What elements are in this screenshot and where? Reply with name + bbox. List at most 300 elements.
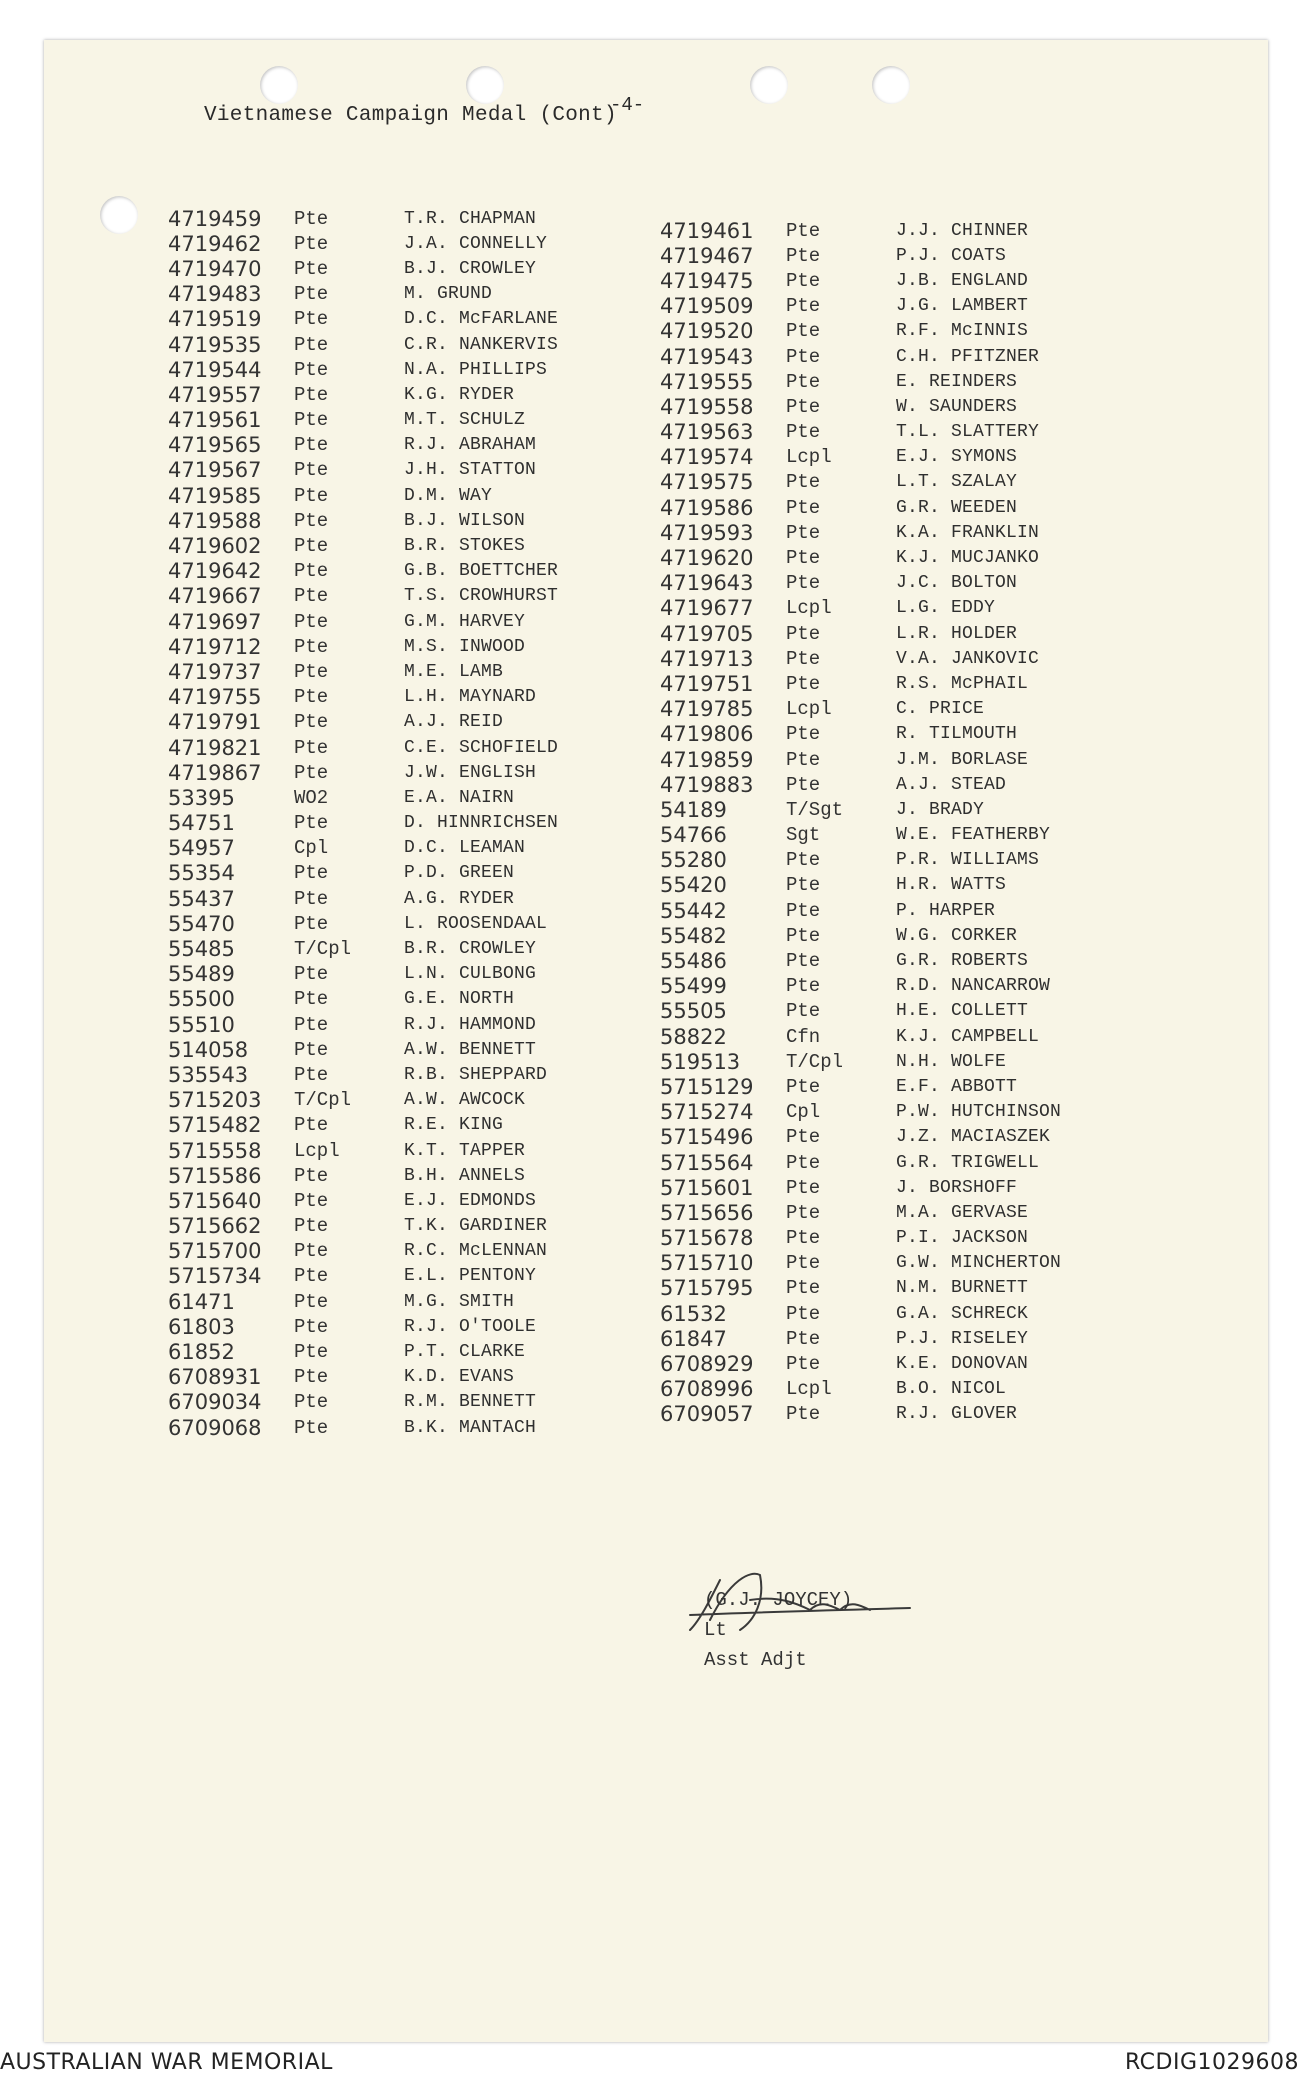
rank: Lcpl (786, 446, 832, 469)
member-name: G.A. SCHRECK (896, 1303, 1029, 1324)
footer-archive: AUSTRALIAN WAR MEMORIAL (0, 2050, 333, 2075)
roll-row (660, 1100, 1280, 1125)
service-number: 4719586 (660, 495, 754, 520)
member-name: R.S. McPHAIL (896, 673, 1029, 694)
rank: Pte (294, 232, 329, 255)
service-number: 53395 (168, 785, 235, 810)
member-name: N.H. WOLFE (896, 1051, 1007, 1072)
roll-row (660, 722, 1280, 747)
roll-row (660, 1150, 1280, 1175)
service-number: 4719467 (660, 243, 754, 268)
member-name: G.M. HARVEY (404, 611, 526, 632)
punch-hole (750, 66, 788, 104)
member-name: B.K. MANTACH (404, 1417, 537, 1438)
rank: Pte (786, 471, 821, 494)
rank: Pte (786, 295, 821, 318)
service-number: 4719544 (168, 357, 262, 382)
service-number: 4719667 (168, 584, 262, 609)
rank: Pte (786, 1353, 821, 1376)
rank: Pte (294, 1013, 329, 1036)
service-number: 4719557 (168, 382, 262, 407)
member-name: P.T. CLARKE (404, 1342, 526, 1363)
member-name: A.W. BENNETT (404, 1039, 537, 1060)
punch-hole (466, 66, 504, 104)
member-name: R. TILMOUTH (896, 724, 1018, 745)
member-name: J.C. BOLTON (896, 573, 1018, 594)
rank: Pte (294, 333, 329, 356)
rank: Pte (294, 1366, 329, 1389)
rank: Pte (294, 1265, 329, 1288)
service-number: 61803 (168, 1314, 235, 1339)
rank: Pte (786, 1302, 821, 1325)
rank: Pte (294, 1391, 329, 1414)
member-name: L.T. SZALAY (896, 472, 1018, 493)
member-name: L.N. CULBONG (404, 964, 537, 985)
service-number: 55280 (660, 848, 727, 873)
service-number: 6708996 (660, 1377, 754, 1402)
member-name: T.R. CHAPMAN (404, 208, 537, 229)
member-name: M.E. LAMB (404, 661, 504, 682)
service-number: 4719677 (660, 596, 754, 621)
roll-row (660, 873, 1280, 898)
service-number: 4719558 (660, 394, 754, 419)
member-name: H.E. COLLETT (896, 1001, 1029, 1022)
service-number: 61852 (168, 1340, 235, 1365)
service-number: 4719574 (660, 445, 754, 470)
rank: Pte (786, 1327, 821, 1350)
member-name: R.B. SHEPPARD (404, 1064, 548, 1085)
rank: Pte (294, 484, 329, 507)
member-name: L.R. HOLDER (896, 623, 1018, 644)
service-number: 5715710 (660, 1251, 754, 1276)
rank: Pte (294, 257, 329, 280)
service-number: 55420 (660, 873, 727, 898)
rank: Pte (294, 283, 329, 306)
service-number: 55499 (660, 974, 727, 999)
service-number: 4719643 (660, 571, 754, 596)
rank: Pte (786, 647, 821, 670)
member-name: E. REINDERS (896, 371, 1018, 392)
service-number: 6708929 (660, 1352, 754, 1377)
service-number: 5715558 (168, 1138, 262, 1163)
service-number: 55510 (168, 1012, 235, 1037)
member-name: B.J. CROWLEY (404, 258, 537, 279)
service-number: 4719565 (168, 433, 262, 458)
rank: Pte (294, 1189, 329, 1212)
rank: Pte (786, 975, 821, 998)
member-name: G.E. NORTH (404, 989, 515, 1010)
rank: Pte (786, 370, 821, 393)
member-name: E.A. NAIRN (404, 787, 515, 808)
member-name: P.J. RISELEY (896, 1328, 1029, 1349)
rank: Pte (786, 572, 821, 595)
roll-row (660, 1276, 1280, 1301)
roll-row (660, 1125, 1280, 1150)
member-name: B.R. CROWLEY (404, 939, 537, 960)
roll-row (660, 898, 1280, 923)
member-name: K.A. FRANKLIN (896, 522, 1040, 543)
member-name: R.C. McLENNAN (404, 1241, 548, 1262)
rank: Pte (294, 509, 329, 532)
right-roll-column (660, 218, 1280, 1427)
service-number: 55482 (660, 923, 727, 948)
rank: Pte (294, 1290, 329, 1313)
member-name: J.M. BORLASE (896, 749, 1029, 770)
roll-row (660, 1074, 1280, 1099)
roll-row (660, 1301, 1280, 1326)
roll-row (660, 495, 1280, 520)
service-number: 54751 (168, 811, 235, 836)
rank: Pte (294, 1164, 329, 1187)
rank: Pte (294, 660, 329, 683)
service-number: 4719712 (168, 634, 262, 659)
document-title: Vietnamese Campaign Medal (Cont) (204, 104, 617, 127)
member-name: R.D. NANCARROW (896, 976, 1051, 997)
member-name: C.H. PFITZNER (896, 346, 1040, 367)
rank: Pte (294, 1341, 329, 1364)
roll-row (660, 697, 1280, 722)
service-number: 4719520 (660, 319, 754, 344)
service-number: 5715496 (660, 1125, 754, 1150)
member-name: J.A. CONNELLY (404, 233, 548, 254)
member-name: K.G. RYDER (404, 384, 515, 405)
service-number: 4719555 (660, 369, 754, 394)
member-name: G.R. ROBERTS (896, 951, 1029, 972)
rank: Pte (294, 812, 329, 835)
service-number: 4719737 (168, 659, 262, 684)
rank: Pte (294, 963, 329, 986)
member-name: A.G. RYDER (404, 888, 515, 909)
member-name: C. PRICE (896, 699, 985, 720)
rank: Lcpl (786, 698, 832, 721)
roll-row (660, 1402, 1280, 1427)
member-name: E.F. ABBOTT (896, 1076, 1018, 1097)
service-number: 55470 (168, 911, 235, 936)
rank: Pte (294, 862, 329, 885)
roll-row (660, 571, 1280, 596)
rank: Pte (786, 269, 821, 292)
roll-row (660, 671, 1280, 696)
member-name: D. HINNRICHSEN (404, 813, 559, 834)
service-number: 4719859 (660, 747, 754, 772)
service-number: 61532 (660, 1301, 727, 1326)
roll-row (660, 420, 1280, 445)
rank: T/Sgt (786, 798, 844, 821)
rank: Pte (294, 535, 329, 558)
rank: Pte (786, 748, 821, 771)
member-name: J.H. STATTON (404, 460, 537, 481)
rank: Pte (294, 1114, 329, 1137)
footer-record-id: RCDIG1029608 (1124, 2050, 1299, 2075)
roll-row (660, 1024, 1280, 1049)
service-number: 4719642 (168, 559, 262, 584)
rank: Pte (786, 1227, 821, 1250)
roll-row (660, 1326, 1280, 1351)
signatory-role: Asst Adjt (704, 1649, 807, 1671)
rank: Cfn (786, 1025, 821, 1048)
service-number: 5715274 (660, 1100, 754, 1125)
rank: Pte (294, 1215, 329, 1238)
service-number: 4719483 (168, 282, 262, 307)
member-name: J.Z. MACIASZEK (896, 1127, 1051, 1148)
service-number: 6709034 (168, 1390, 262, 1415)
service-number: 55354 (168, 861, 235, 886)
rank: Pte (786, 219, 821, 242)
member-name: T.S. CROWHURST (404, 586, 559, 607)
member-name: B.O. NICOL (896, 1379, 1007, 1400)
rank: Lcpl (786, 597, 832, 620)
rank: Pte (294, 409, 329, 432)
service-number: 4719535 (168, 332, 262, 357)
service-number: 54189 (660, 797, 727, 822)
service-number: 4719883 (660, 772, 754, 797)
rank: Pte (786, 899, 821, 922)
roll-row (660, 823, 1280, 848)
member-name: L.G. EDDY (896, 598, 996, 619)
member-name: B.H. ANNELS (404, 1165, 526, 1186)
rank: Cpl (786, 1101, 821, 1124)
service-number: 4719475 (660, 268, 754, 293)
service-number: 4719593 (660, 520, 754, 545)
service-number: 4719470 (168, 256, 262, 281)
member-name: J. BORSHOFF (896, 1177, 1018, 1198)
service-number: 4719588 (168, 508, 262, 533)
rank: Pte (294, 988, 329, 1011)
rank: Pte (294, 635, 329, 658)
member-name: D.C. McFARLANE (404, 309, 559, 330)
roll-row (660, 1226, 1280, 1251)
rank: Pte (294, 560, 329, 583)
member-name: M.T. SCHULZ (404, 410, 526, 431)
rank: Cpl (294, 837, 329, 860)
member-name: T.L. SLATTERY (896, 422, 1040, 443)
rank: Pte (786, 521, 821, 544)
member-name: L. ROOSENDAAL (404, 913, 548, 934)
roll-row (660, 344, 1280, 369)
member-name: R.M. BENNETT (404, 1392, 537, 1413)
service-number: 54766 (660, 823, 727, 848)
rank: Pte (786, 1403, 821, 1426)
member-name: L.H. MAYNARD (404, 687, 537, 708)
rank: Pte (786, 1151, 821, 1174)
member-name: P.D. GREEN (404, 863, 515, 884)
member-name: P. HARPER (896, 900, 996, 921)
member-name: A.J. REID (404, 712, 504, 733)
service-number: 5715678 (660, 1226, 754, 1251)
rank: Pte (294, 761, 329, 784)
service-number: 5715700 (168, 1239, 262, 1264)
rank: Pte (786, 395, 821, 418)
roll-row (660, 394, 1280, 419)
member-name: W.E. FEATHERBY (896, 825, 1051, 846)
roll-row (660, 1200, 1280, 1225)
service-number: 5715601 (660, 1175, 754, 1200)
member-name: M.G. SMITH (404, 1291, 515, 1312)
service-number: 4719561 (168, 408, 262, 433)
service-number: 4719563 (660, 420, 754, 445)
member-name: G.B. BOETTCHER (404, 561, 559, 582)
roll-row (660, 621, 1280, 646)
rank: Pte (786, 421, 821, 444)
rank: Pte (294, 585, 329, 608)
rank: Pte (786, 622, 821, 645)
roll-row (660, 596, 1280, 621)
roll-row (660, 470, 1280, 495)
punch-hole (100, 196, 138, 234)
rank: Pte (786, 1277, 821, 1300)
service-number: 5715640 (168, 1188, 262, 1213)
member-name: A.J. STEAD (896, 774, 1007, 795)
service-number: 519513 (660, 1049, 741, 1074)
service-number: 4719755 (168, 685, 262, 710)
roll-row (660, 797, 1280, 822)
service-number: 5715586 (168, 1163, 262, 1188)
member-name: J.W. ENGLISH (404, 762, 537, 783)
member-name: K.D. EVANS (404, 1367, 515, 1388)
rank: Pte (786, 924, 821, 947)
member-name: K.J. MUCJANKO (896, 548, 1040, 569)
roll-row (660, 772, 1280, 797)
member-name: D.C. LEAMAN (404, 838, 526, 859)
page-number: -4- (610, 94, 645, 116)
member-name: R.F. McINNIS (896, 321, 1029, 342)
service-number: 4719585 (168, 483, 262, 508)
member-name: M. GRUND (404, 284, 493, 305)
member-name: K.T. TAPPER (404, 1140, 526, 1161)
member-name: W.G. CORKER (896, 925, 1018, 946)
rank: Pte (294, 736, 329, 759)
service-number: 4719509 (660, 294, 754, 319)
roll-row (660, 218, 1280, 243)
roll-row (660, 1049, 1280, 1074)
service-number: 4719567 (168, 458, 262, 483)
rank: Pte (786, 950, 821, 973)
rank: Pte (294, 308, 329, 331)
rank: Pte (786, 547, 821, 570)
rank: Pte (294, 711, 329, 734)
rank: Pte (786, 320, 821, 343)
service-number: 6708931 (168, 1365, 262, 1390)
service-number: 4719697 (168, 609, 262, 634)
rank: Pte (786, 874, 821, 897)
member-name: J.J. CHINNER (896, 220, 1029, 241)
rank: Pte (294, 1240, 329, 1263)
rank: Pte (786, 1176, 821, 1199)
member-name: R.E. KING (404, 1115, 504, 1136)
rank: Pte (294, 1038, 329, 1061)
service-number: 5715734 (168, 1264, 262, 1289)
member-name: R.J. O'TOOLE (404, 1316, 537, 1337)
member-name: D.M. WAY (404, 485, 493, 506)
member-name: R.J. GLOVER (896, 1404, 1018, 1425)
member-name: R.J. HAMMOND (404, 1014, 537, 1035)
member-name: N.A. PHILLIPS (404, 359, 548, 380)
service-number: 5715662 (168, 1214, 262, 1239)
member-name: E.L. PENTONY (404, 1266, 537, 1287)
service-number: 4719462 (168, 231, 262, 256)
member-name: J.B. ENGLAND (896, 270, 1029, 291)
rank: Pte (786, 345, 821, 368)
rank: Pte (294, 887, 329, 910)
rank: Pte (294, 1416, 329, 1439)
member-name: G.R. WEEDEN (896, 497, 1018, 518)
member-name: R.J. ABRAHAM (404, 435, 537, 456)
member-name: A.W. AWCOCK (404, 1090, 526, 1111)
rank: Lcpl (786, 1378, 832, 1401)
rank: Pte (786, 244, 821, 267)
member-name: H.R. WATTS (896, 875, 1007, 896)
rank: Pte (294, 1063, 329, 1086)
rank: Pte (786, 496, 821, 519)
rank: Pte (786, 773, 821, 796)
roll-row (660, 1175, 1280, 1200)
rank: Pte (294, 686, 329, 709)
roll-row (660, 268, 1280, 293)
service-number: 55485 (168, 937, 235, 962)
rank: Pte (294, 207, 329, 230)
service-number: 4719620 (660, 546, 754, 571)
member-name: K.E. DONOVAN (896, 1354, 1029, 1375)
member-name: G.W. MINCHERTON (896, 1253, 1062, 1274)
rank: Pte (786, 672, 821, 695)
roll-row (660, 369, 1280, 394)
punch-hole (872, 66, 910, 104)
roll-row (660, 545, 1280, 570)
service-number: 4719867 (168, 760, 262, 785)
service-number: 5715482 (168, 1113, 262, 1138)
rank: T/Cpl (786, 1050, 844, 1073)
member-name: C.E. SCHOFIELD (404, 737, 559, 758)
service-number: 4719543 (660, 344, 754, 369)
service-number: 5715129 (660, 1074, 754, 1099)
roll-row (660, 848, 1280, 873)
member-name: G.R. TRIGWELL (896, 1152, 1040, 1173)
member-name: T.K. GARDINER (404, 1216, 548, 1237)
rank: Pte (294, 610, 329, 633)
roll-row (660, 1251, 1280, 1276)
service-number: 5715564 (660, 1150, 754, 1175)
signatory-name: (G.J. JOYCEY) (704, 1589, 853, 1611)
service-number: 4719791 (168, 710, 262, 735)
rank: Pte (786, 1000, 821, 1023)
signature-block (704, 1585, 852, 1675)
member-name: P.R. WILLIAMS (896, 850, 1040, 871)
rank: Pte (294, 459, 329, 482)
service-number: 55489 (168, 962, 235, 987)
rank: Pte (786, 1075, 821, 1098)
roll-row (660, 974, 1280, 999)
service-number: 55505 (660, 999, 727, 1024)
roll-row (660, 646, 1280, 671)
rank: WO2 (294, 786, 329, 809)
service-number: 6709068 (168, 1415, 262, 1440)
service-number: 4719705 (660, 621, 754, 646)
service-number: 4719751 (660, 671, 754, 696)
roll-row (660, 999, 1280, 1024)
service-number: 4719575 (660, 470, 754, 495)
member-name: J.G. LAMBERT (896, 296, 1029, 317)
service-number: 61847 (660, 1326, 727, 1351)
member-name: N.M. BURNETT (896, 1278, 1029, 1299)
member-name: P.J. COATS (896, 245, 1007, 266)
service-number: 4719602 (168, 534, 262, 559)
service-number: 61471 (168, 1289, 235, 1314)
roll-row (660, 747, 1280, 772)
service-number: 5715203 (168, 1088, 262, 1113)
member-name: C.R. NANKERVIS (404, 334, 559, 355)
roll-row (660, 923, 1280, 948)
service-number: 4719459 (168, 206, 262, 231)
